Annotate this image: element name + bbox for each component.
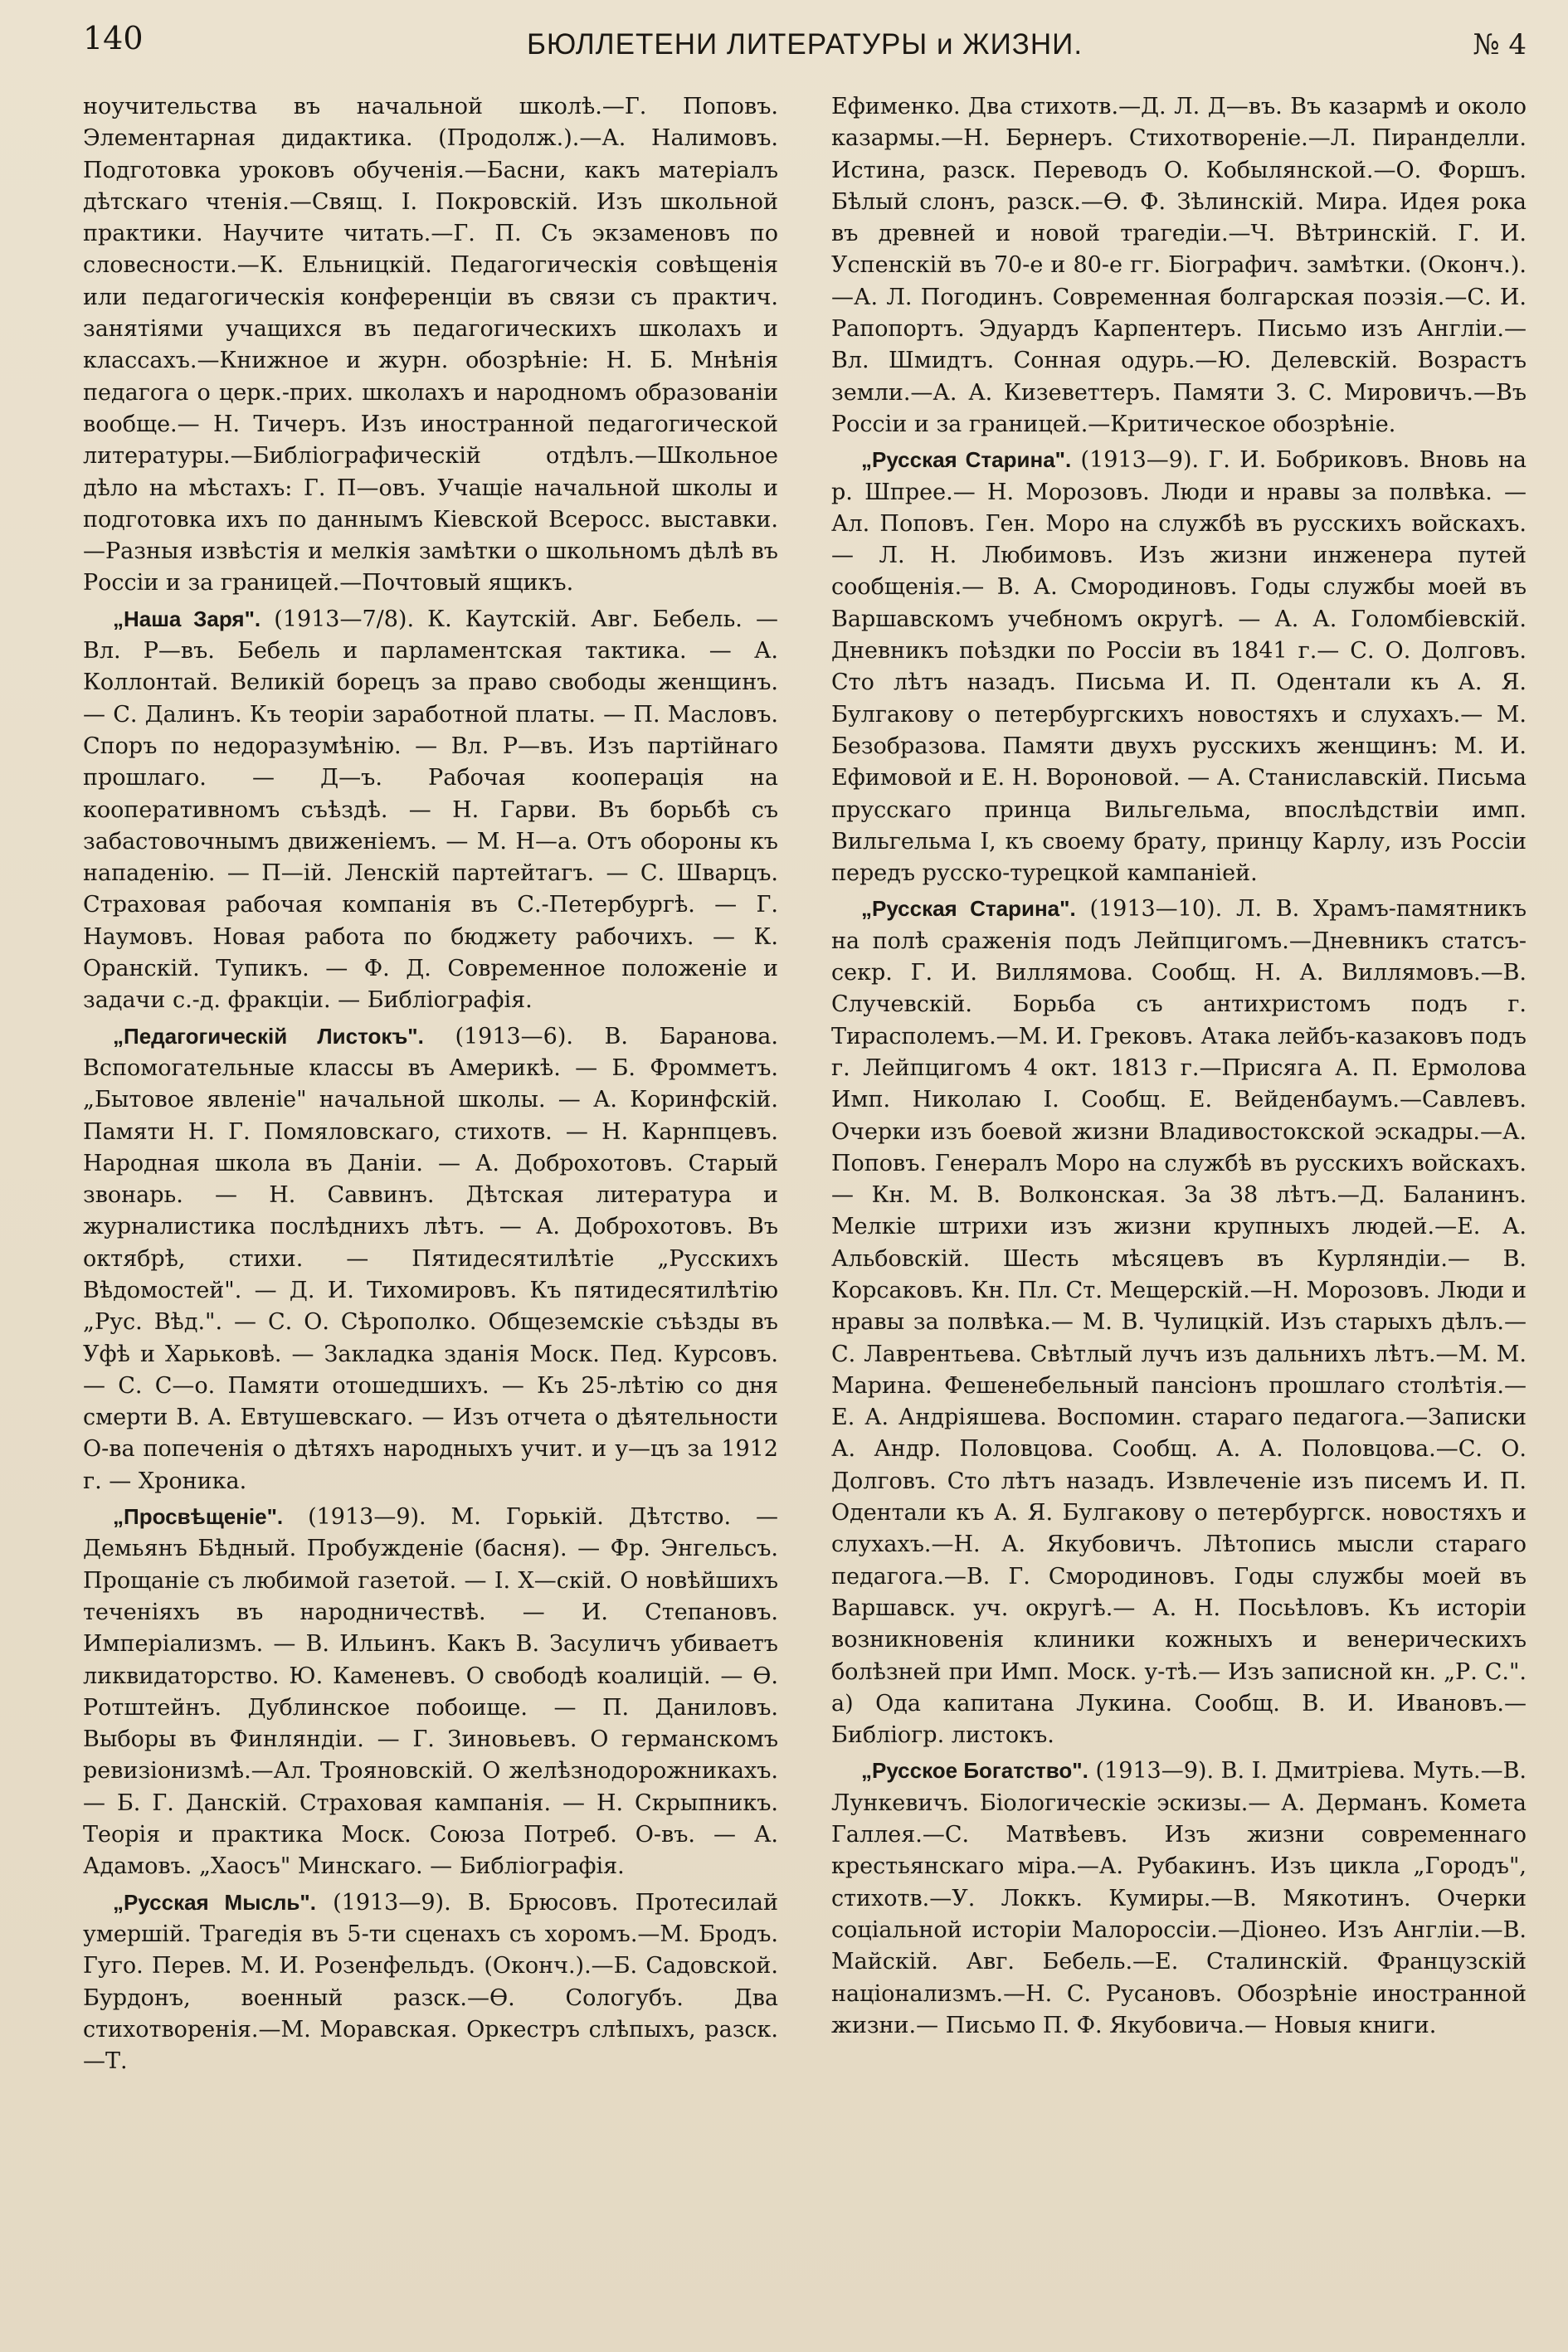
journal-entry — [83, 1887, 778, 2078]
page-number: 140 — [83, 20, 144, 56]
journal-title: „Просвѣщеніе". — [113, 1504, 284, 1530]
left-column — [83, 91, 778, 2323]
journal-entry — [83, 1501, 778, 1883]
journal-entry — [831, 1755, 1527, 2042]
journal-contents: В. І. Дмитріева. Муть.—В. Лункевичъ. Біологическіе эскизы.— А. Дерманъ. Комета Галлея.—С. Матвѣевъ. Изъ жизни современнаго крестьянскаго міра.—А. Рубакинъ. Изъ цикла „Городъ", стихотв.—У. Локкъ. Кумиры.—В. Мякотинъ. Очерки соціальной исторіи Малороссіи.—Діонео. Изъ Англіи.—В. Майскій. Авг. Бебель.—Е. Сталинскій. Французскій націонализмъ.—Н. С. Русановъ. Обозрѣніе иностранной жизни.— Письмо П. Ф. Якубовича.— Новыя книги. — [831, 1758, 1527, 2038]
journal-title: „Русская Старина". — [861, 896, 1076, 922]
journal-issue: (1913—9). — [1080, 447, 1200, 474]
text-columns — [83, 91, 1527, 2323]
journal-contents: В. Баранова. Вспомогательные классы въ Америкѣ. — Б. Фромметъ. „Бытовое явленіе" начальной школы. — А. Коринфскій. Памяти Н. Г. Помяловскаго, стихотв. — Н. Карнпцевъ. Народная школа въ Даніи. — А. Доброхотовъ. Старый звонарь. — Н. Саввинъ. Дѣтская литература и журналистика послѣднихъ лѣтъ. — А. Доброхотовъ. Въ октябрѣ, стихи. — Пятидесятилѣтіе „Русскихъ Вѣдомостей". — Д. И. Тихомировъ. Къ пятидесятилѣтію „Рус. Вѣд.". — С. О. Сѣрополко. Общеземскіе съѣзды въ Уфѣ и Харьковѣ. — Закладка зданія Моск. Пед. Курсовъ. — С. С—о. Памяти отошедшихъ. — Къ 25-лѣтію со дня смерти В. А. Евтушевскаго. — Изъ отчета о дѣятельности О-ва попеченія о дѣтяхъ народныхъ учит. и у—цъ за 1912 г. — Хроника. — [83, 1023, 778, 1494]
journal-contents: В. Брюсовъ. Протесилай умершій. Трагедія въ 5-ти сценахъ съ хоромъ.—М. Бродъ. Гуго. Перев. М. И. Розенфельдъ. (Оконч.).—Б. Садовской. Бурдонъ, военный разск.—Ѳ. Сологубъ. Два стихотворенія.—М. Моравская. Оркестръ слѣпыхъ, разск.—Т. — [83, 1889, 778, 2075]
journal-issue: (1913—7/8). — [274, 606, 415, 632]
journal-contents: К. Каутскій. Авг. Бебель. — Вл. Р—въ. Бебель и парламентская тактика. — А. Коллонтай. Великій борецъ за право свободы женщинъ. — С. Далинъ. Къ теоріи заработной платы. — П. Масловъ. Споръ по недоразумѣнію. — Вл. Р—въ. Изъ партійнаго прошлаго. — Д—ъ. Рабочая кооперація на кооперативномъ съѣздѣ. — Н. Гарви. Въ борьбѣ съ забастовочнымъ движеніемъ. — М. Н—а. Отъ обороны къ нападенію. — П—ій. Ленскій партейтагъ. — С. Шварцъ. Страховая рабочая компанія въ С.-Петербургѣ. — Г. Наумовъ. Новая работа по бюджету рабочихъ. — К. Оранскій. Тупикъ. — Ф. Д. Современное положеніе и задачи с.-д. фракціи. — Библіографія. — [83, 606, 778, 1014]
journal-title: „Педагогическій Листокъ". — [113, 1023, 424, 1049]
journal-title: „Русская Старина". — [861, 447, 1072, 473]
continued-text: ноучительства въ начальной школѣ.—Г. Поповъ. Элементарная дидактика. (Продолж.).—А. Налимовъ. Подготовка уроковъ обученія.—Басни, какъ матеріалъ дѣтскаго чтенія.—Свящ. І. Покровскій. Изъ школьной практики. Научите читать.—Г. П. Съ экзаменовъ по словесности.—К. Ельницкій. Педагогическія совѣщенія или педагогическія конференціи въ связи съ практич. занятіями учащихся въ педагогическихъ школахъ и классахъ.—Книжное и журн. обозрѣніе: Н. Б. Мнѣнія педагога о церк.-прих. школахъ и народномъ образованіи вообще.— Н. Тичеръ. Изъ иностранной педагогической литературы.—Библіографическій отдѣлъ.—Школьное дѣло на мѣстахъ: Г. П—овъ. Учащіе начальной школы и подготовка ихъ по даннымъ Кіевской Всеросс. выставки.—Разныя извѣстія и мелкія замѣтки о школьномъ дѣлѣ въ Россіи и за границей.—Почтовый ящикъ. — [83, 94, 778, 597]
journal-issue: (1913—9). — [308, 1504, 426, 1531]
journal-issue: (1913—6). — [455, 1023, 573, 1049]
issue-number: № 4 — [1473, 28, 1527, 61]
journal-contents: М. Горькій. Дѣтство. — Демьянъ Бѣдный. Пробужденіе (басня). — Фр. Энгельсъ. Прощаніе съ любимой газетой. — І. Х—скій. О новѣйшихъ теченіяхъ въ народничествѣ. — И. Степановъ. Имперіализмъ. — В. Ильинъ. Какъ В. Засуличъ убиваетъ ликвидаторство. Ю. Каменевъ. О свободѣ коалицій. — Ѳ. Ротштейнъ. Дублинское побоище. — П. Даниловъ. Выборы въ Финляндіи. — Г. Зиновьевъ. О германскомъ ревизіонизмѣ.—Ал. Трояновскій. О желѣзнодорожникахъ. — Б. Г. Данскій. Страховая кампанія. — Н. Скрыпникъ. Теорія и практика Моск. Союза Потреб. О-въ. — А. Адамовъ. „Хаосъ" Минскаго. — Библіографія. — [83, 1504, 778, 1880]
running-title: БЮЛЛЕТЕНИ ЛИТЕРАТУРЫ и ЖИЗНИ. — [526, 28, 1083, 61]
journal-contents: Л. В. Храмъ-памятникъ на полѣ сраженія подъ Лейпцигомъ.—Дневникъ статсъ-секр. Г. И. Виллямова. Сообщ. Н. А. Виллямовъ.—В. Случевскій. Борьба съ антихристомъ подъ г. Тирасполемъ.—М. И. Грековъ. Атака лейбъ-казаковъ подъ г. Лейпцигомъ 4 окт. 1813 г.—Присяга А. П. Ермолова Имп. Николаю I. Сообщ. Е. Вейденбаумъ.—Савлевъ. Очерки изъ боевой жизни Владивостокской эскадры.—А. Поповъ. Генералъ Моро на службѣ въ русскихъ войскахъ.— Кн. М. В. Волконская. За 38 лѣтъ.—Д. Баланинъ. Мелкіе штрихи изъ жизни крупныхъ людей.—Е. А. Альбовскій. Шесть мѣсяцевъ въ Курляндіи.— В. Корсаковъ. Кн. Пл. Ст. Мещерскій.—Н. Морозовъ. Люди и нравы за полвѣка.— М. В. Чулицкій. Изъ старыхъ дѣлъ.—С. Лаврентьева. Свѣтлый лучъ изъ дальнихъ лѣтъ.—М. М. Марина. Фешенебельный пансіонъ прошлаго столѣтія.—Е. А. Андріяшева. Воспомин. стараго педагога.—Записки А. Андр. Половцова. Сообщ. А. А. Половцова.—С. О. Долговъ. Сто лѣтъ назадъ. Извлеченіе изъ писемъ И. П. Одентали къ А. Я. Булгакову о петербургск. новостяхъ и слухахъ.—Н. А. Якубовичъ. Лѣтопись мысли стараго педагога.—В. Г. Смородиновъ. Годы службы моей въ Варшавск. уч. округѣ.— А. Н. Посьѣловъ. Къ исторіи возникновенія клиники кожныхъ и венерическихъ болѣзней при Имп. Моск. у-тѣ.— Изъ записной кн. „Р. С.". а) Ода капитана Лукина. Сообщ. В. И. Ивановъ.— Библіогр. листокъ. — [831, 896, 1527, 1749]
continued-text: Ефименко. Два стихотв.—Д. Л. Д—въ. Въ казармѣ и около казармы.—Н. Бернеръ. Стихотвореніе.—Л. Пиранделли. Истина, разск. Переводъ О. Кобылянской.—О. Форшъ. Бѣлый слонъ, разск.—Ѳ. Ф. Зѣлинскій. Мира. Идея рока въ древней и новой трагедіи.—Ч. Вѣтринскій. Г. И. Успенскій въ 70-е и 80-е гг. Біографич. замѣтки. (Оконч.).—А. Л. Погодинъ. Современная болгарская поэзія.—С. И. Рапопортъ. Эдуардъ Карпентеръ. Письмо изъ Англіи.—Вл. Шмидтъ. Сонная одурь.—Ю. Делевскій. Возрастъ земли.—А. А. Кизеветтеръ. Памяти З. С. Мировичъ.—Въ Россіи и за границей.—Критическое обозрѣніе. — [831, 94, 1527, 437]
journal-title: „Русская Мысль". — [113, 1889, 316, 1915]
journal-issue: (1913—9). — [1095, 1758, 1215, 1785]
right-column — [831, 91, 1527, 2323]
page-header — [83, 15, 1527, 73]
journal-entry — [83, 603, 778, 1017]
journal-contents: Г. И. Бобриковъ. Вновь на р. Шпрее.— Н. Морозовъ. Люди и нравы за полвѣка. — Ал. Поповъ. Ген. Моро на службѣ въ русскихъ войскахъ. — Л. Н. Любимовъ. Изъ жизни инженера путей сообщенія.— В. А. Смородиновъ. Годы службы моей въ Варшавскомъ учебномъ округѣ. — А. А. Голомбіевскій. Дневникъ поѣздки по Россіи въ 1841 г.— С. О. Долговъ. Сто лѣтъ назадъ. Письма И. П. Одентали къ А. Я. Булгакову о петербургскихъ новостяхъ и слухахъ.— М. Безобразова. Памяти двухъ русскихъ женщинъ: М. И. Ефимовой и Е. Н. Вороновой. — А. Станиславскій. Письма прусскаго принца Вильгельма, впослѣдствіи имп. Вильгельма I, къ своему брату, принцу Карлу, изъ Россіи передъ русско-турецкой кампаніей. — [831, 447, 1527, 887]
journal-title: „Русское Богатство". — [861, 1758, 1088, 1784]
journal-entry — [831, 893, 1527, 1751]
journal-title: „Наша Заря". — [113, 606, 261, 631]
journal-entry — [83, 1020, 778, 1497]
journal-issue: (1913—9). — [333, 1889, 451, 1916]
journal-entry — [831, 444, 1527, 889]
journal-issue: (1913—10). — [1089, 896, 1223, 923]
